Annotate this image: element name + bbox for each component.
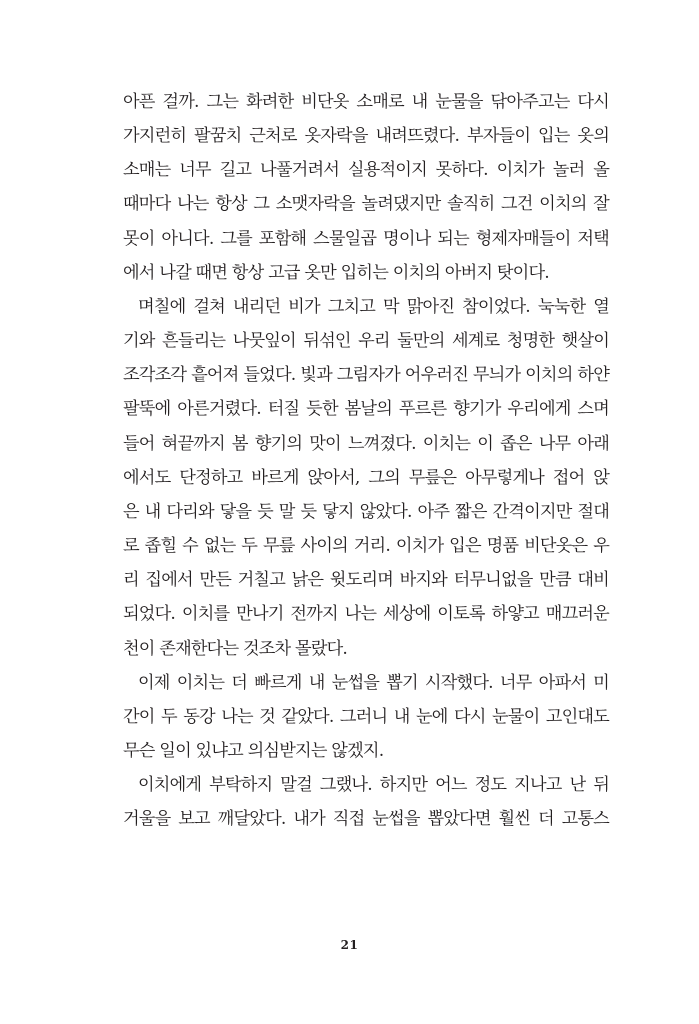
- text-line: 리 집에서 만든 거칠고 낡은 윗도리며 바지와 터무니없을 만큼 대비: [123, 570, 609, 590]
- text-line: 간이 두 동강 나는 것 같았다. 그러니 내 눈에 다시 눈물이 고인대도: [123, 707, 609, 727]
- text-line: 며칠에 걸쳐 내리던 비가 그치고 막 맑아진 참이었다. 눅눅한 열: [138, 297, 609, 317]
- text-line: 팔뚝에 아른거렸다. 터질 듯한 봄날의 푸르른 향기가 우리에게 스며: [123, 399, 609, 419]
- text-line: 천이 존재한다는 것조차 몰랐다.: [123, 639, 348, 659]
- text-line: 못이 아니다. 그를 포함해 스물일곱 명이나 되는 형제자매들이 저택: [123, 229, 609, 249]
- text-line: 이치에게 부탁하지 말걸 그랬나. 하지만 어느 정도 지나고 난 뒤: [138, 775, 609, 795]
- text-line: 에서 나갈 때면 항상 고급 옷만 입히는 이치의 아버지 탓이다.: [123, 263, 549, 283]
- text-line: 무슨 일이 있냐고 의심받지는 않겠지.: [123, 741, 384, 761]
- text-line: 이제 이치는 더 빠르게 내 눈썹을 뽑기 시작했다. 너무 아파서 미: [138, 673, 609, 693]
- text-line: 아픈 걸까. 그는 화려한 비단옷 소매로 내 눈물을 닦아주고는 다시: [123, 92, 609, 112]
- page-number: 21: [340, 938, 359, 952]
- text-line: 거울을 보고 깨달았다. 내가 직접 눈썹을 뽑았다면 훨씬 더 고통스: [123, 809, 609, 829]
- text-line: 가지런히 팔꿈치 근처로 옷자락을 내려뜨렸다. 부자들이 입는 옷의: [123, 126, 609, 146]
- text-line: 은 내 다리와 닿을 듯 말 듯 닿지 않았다. 아주 짧은 간격이지만 절대: [123, 502, 609, 522]
- text-line: 들어 혀끝까지 봄 향기의 맛이 느껴졌다. 이치는 이 좁은 나무 아래: [123, 434, 609, 454]
- text-line: 소매는 너무 길고 나풀거려서 실용적이지 못하다. 이치가 놀러 올: [123, 160, 609, 180]
- text-line: 때마다 나는 항상 그 소맷자락을 놀려댔지만 솔직히 그건 이치의 잘: [123, 194, 609, 214]
- text-line: 되었다. 이치를 만나기 전까지 나는 세상에 이토록 하얗고 매끄러운: [123, 604, 609, 624]
- text-line: 에서도 단정하고 바르게 앉아서, 그의 무릎은 아무렇게나 접어 앉: [123, 468, 609, 488]
- text-line: 조각조각 흩어져 들었다. 빛과 그림자가 어우러진 무늬가 이치의 하얀: [123, 365, 609, 385]
- text-line: 기와 흔들리는 나뭇잎이 뒤섞인 우리 둘만의 세계로 청명한 햇살이: [123, 331, 609, 351]
- text-line: 로 좁힐 수 없는 두 무릎 사이의 거리. 이치가 입은 명품 비단옷은 우: [123, 536, 609, 556]
